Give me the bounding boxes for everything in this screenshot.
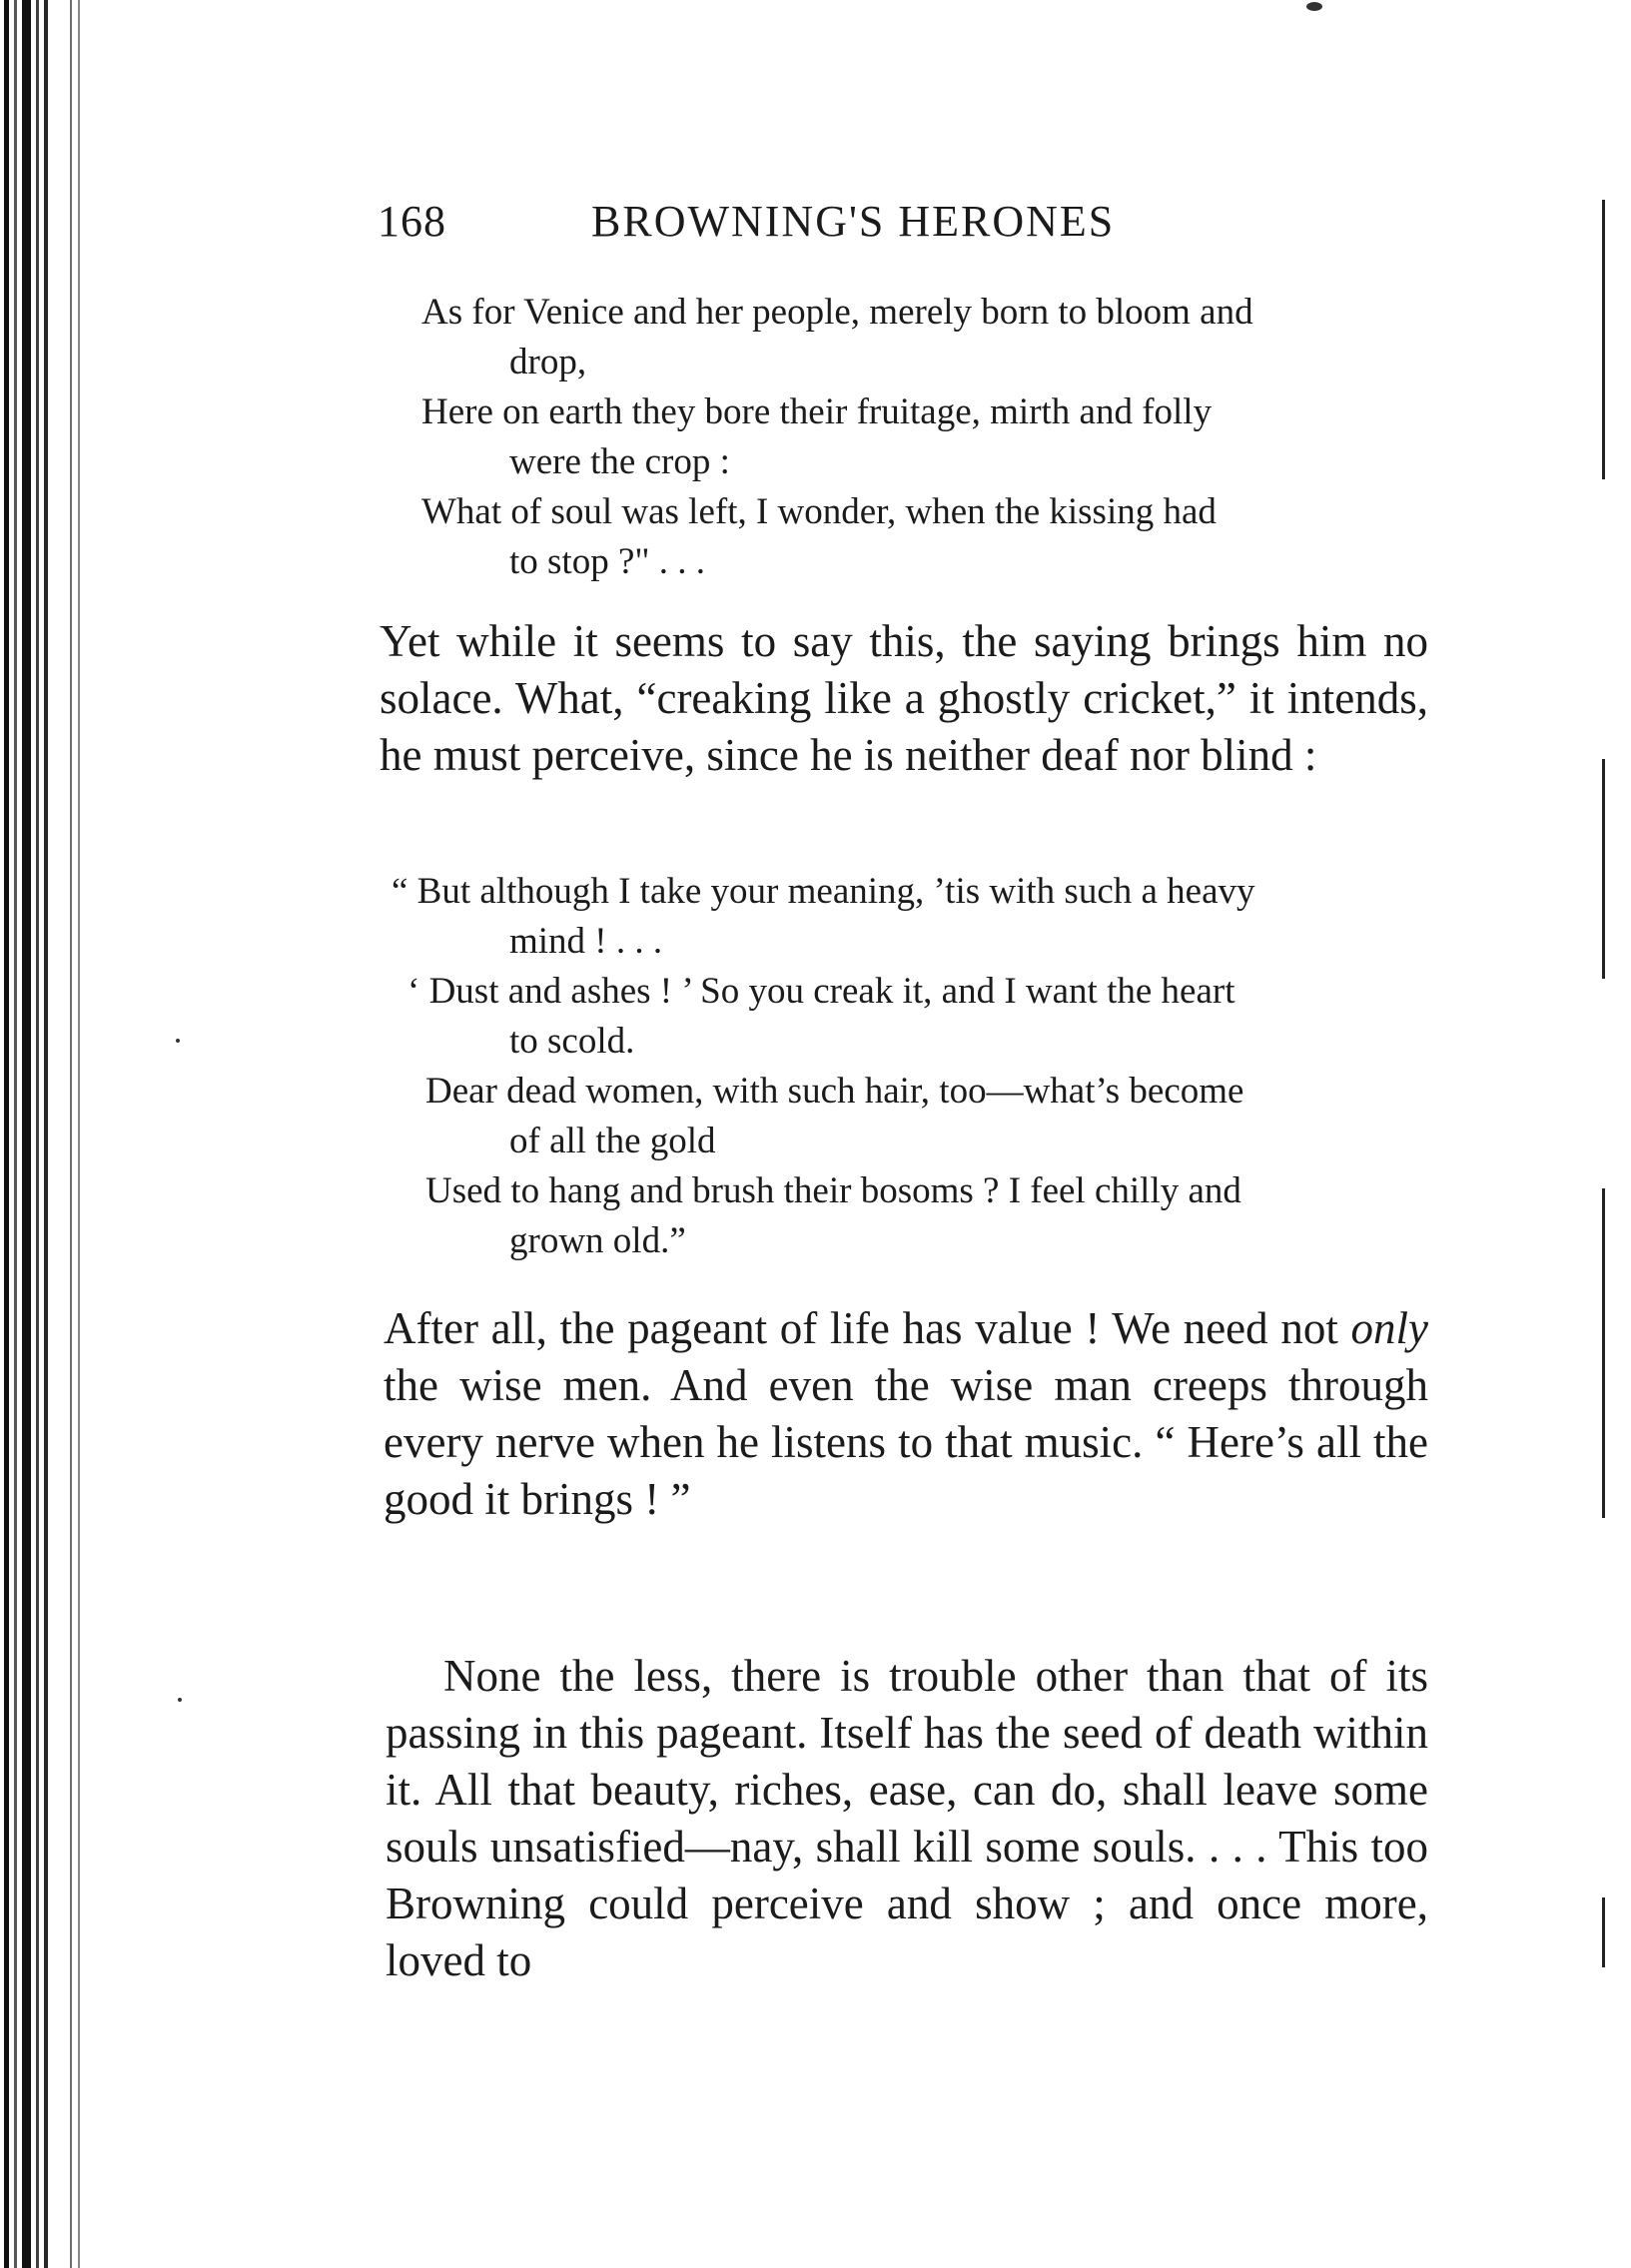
scan-mark	[1602, 1188, 1605, 1518]
verse-text: Used to hang and brush their bosoms ? I feel chilly and	[425, 1170, 1241, 1211]
scan-speck	[1306, 2, 1322, 11]
verse-continuation: to scold.	[509, 1021, 635, 1062]
paragraph-text: Yet while it seems to say this, the saying brings him no solace. What, “creaking like a ghostly cricket,” it intends, he must perceive, since he is neither deaf nor blind :	[380, 616, 1428, 780]
scan-mark	[1602, 1897, 1605, 1967]
verse-text: Dear dead women, with such hair, too—what’s become	[425, 1071, 1244, 1112]
verse-text: What of soul was left, I wonder, when the kissing had	[421, 491, 1217, 532]
page-binding-edge	[0, 0, 90, 2268]
verse-line	[392, 867, 1440, 967]
verse-line	[421, 288, 1440, 387]
verse-text: “ But although I take your meaning, ’tis with such a heavy	[392, 871, 1255, 912]
scan-speck	[176, 1039, 180, 1043]
running-head	[378, 196, 1436, 256]
verse-continuation: mind ! . . .	[509, 921, 663, 962]
verse-line	[392, 967, 1440, 1067]
body-paragraph-2	[384, 1300, 1428, 1528]
emphasis-word: only	[1350, 1303, 1428, 1353]
verse-text: As for Venice and her people, merely born to bloom and	[421, 292, 1253, 333]
verse-continuation: to stop ?" . . .	[509, 541, 705, 582]
verse-continuation: of all the gold	[509, 1121, 716, 1161]
verse-continuation: were the crop :	[509, 441, 730, 482]
verse-line	[421, 487, 1440, 587]
verse-line	[392, 1166, 1440, 1266]
paragraph-text: None the less, there is trouble other than that of its passing in this pageant. Itself has the seed of death within it. All that beauty, riches, ease, can do, shall leave some souls unsatisfied—nay, shall kill some souls. . . . This too Browning could perceive and show ; and once more, loved to	[386, 1651, 1428, 1985]
paragraph-text	[384, 1300, 1428, 1528]
scan-speck	[178, 1698, 182, 1702]
verse-line	[392, 1067, 1440, 1166]
body-paragraph-1	[380, 613, 1428, 784]
verse-text: ‘ Dust and ashes ! ’ So you creak it, and I want the heart	[408, 971, 1235, 1012]
scan-mark	[1602, 759, 1605, 979]
page-number: 168	[378, 197, 446, 246]
paragraph-text-before: After all, the pageant of life has value ! We need not	[384, 1303, 1351, 1353]
running-head-title: BROWNING'S HERONES	[591, 197, 1116, 246]
body-paragraph-3	[386, 1648, 1428, 1989]
poem-quote-1	[421, 288, 1440, 587]
verse-continuation: grown old.”	[509, 1220, 686, 1261]
scan-mark	[1602, 200, 1605, 479]
verse-text: Here on earth they bore their fruitage, mirth and folly	[421, 391, 1213, 432]
poem-quote-2	[392, 867, 1440, 1266]
paragraph-text-after: the wise men. And even the wise man creeps through every nerve when he listens to that music. “ Here’s all the good it brings ! ”	[384, 1360, 1428, 1524]
verse-continuation: drop,	[509, 342, 587, 382]
verse-line	[421, 387, 1440, 487]
